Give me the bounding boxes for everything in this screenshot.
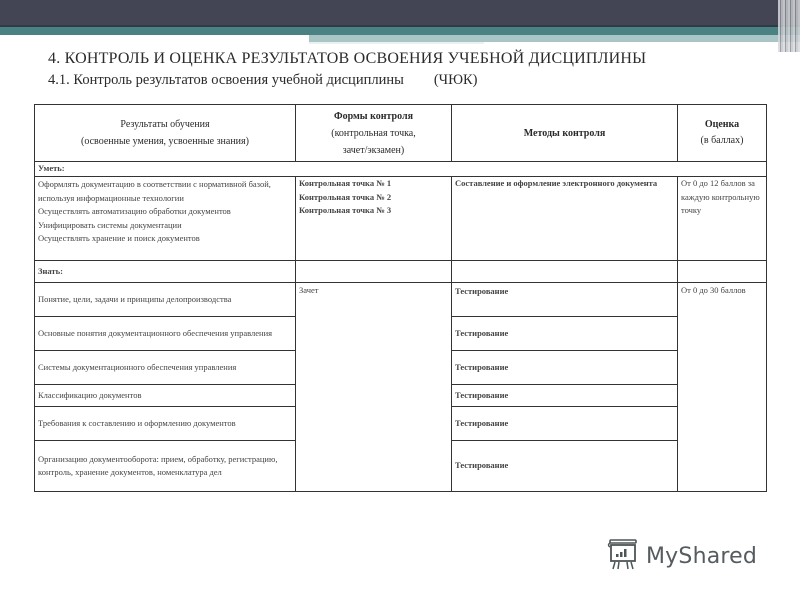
header-forms-title: Формы контроля [334, 110, 413, 122]
header-methods: Методы контроля [452, 105, 678, 162]
skill-item: Осуществлять хранение и поиск документов [38, 233, 200, 243]
slide-title: 4. КОНТРОЛЬ И ОЦЕНКА РЕЗУЛЬТАТОВ ОСВОЕНИЯ УЧЕБНОЙ ДИСЦИПЛИНЫ [48, 50, 647, 67]
slide-teal-light-band [309, 35, 800, 42]
presentation-board-icon [606, 537, 640, 576]
header-score-title: Оценка [704, 119, 740, 130]
knowledge-result: Основные понятия документационного обеспечения управления [35, 317, 296, 351]
header-results [35, 105, 296, 162]
knowledge-section-forms-empty [296, 261, 452, 283]
checkpoint-1: Контрольная точка № 1 [299, 178, 392, 188]
knowledge-section-row [35, 261, 767, 283]
control-table [34, 104, 767, 492]
skills-section-row [35, 162, 767, 177]
skills-score-cell: От 0 до 12 баллов за каждую контрольную точку [678, 177, 767, 261]
header-score [678, 105, 767, 162]
knowledge-result: Требования к составлению и оформлению документов [35, 407, 296, 441]
header-forms [296, 105, 452, 162]
skills-section-label: Уметь: [35, 162, 767, 177]
knowledge-method: Тестирование [452, 317, 678, 351]
knowledge-method: Тестирование [452, 385, 678, 407]
knowledge-row [35, 283, 767, 317]
subtitle-text: 4.1. Контроль результатов освоения учебной дисциплины [48, 72, 404, 88]
header-score-subtitle: (в баллах) [700, 135, 744, 146]
header-results-title: Результаты обучения [120, 119, 210, 130]
knowledge-result: Организацию документооборота: прием, обработку, регистрацию, контроль, хранение документов, номенклатура дел [35, 441, 296, 492]
skill-item: Осуществлять автоматизацию обработки документов [38, 206, 231, 216]
slide-teal-band [0, 27, 800, 35]
knowledge-section-score-empty [678, 261, 767, 283]
watermark-text: MyShared [646, 544, 758, 569]
slide-top-bar [0, 0, 800, 26]
knowledge-result: Системы документационного обеспечения управления [35, 351, 296, 385]
skill-item: Унифицировать системы документации [38, 219, 182, 230]
myshared-watermark [606, 537, 757, 576]
slide-edge-stripes [778, 0, 800, 52]
knowledge-method: Тестирование [452, 283, 678, 317]
table-header-row [35, 105, 767, 162]
knowledge-form-cell: Зачет [296, 283, 452, 492]
knowledge-method: Тестирование [452, 441, 678, 492]
header-results-subtitle: (освоенные умения, усвоенные знания) [81, 136, 249, 147]
checkpoint-3: Контрольная точка № 3 [299, 205, 392, 215]
knowledge-result: Понятие, цели, задачи и принципы делопроизводства [35, 283, 296, 317]
header-forms-line2: (контрольная точка, [331, 127, 416, 139]
knowledge-section-label: Знать: [35, 261, 296, 283]
knowledge-section-method-empty [452, 261, 678, 283]
knowledge-result: Классификацию документов [35, 385, 296, 407]
header-forms-line3: зачет/экзамен) [342, 144, 405, 156]
knowledge-score-cell: От 0 до 30 баллов [678, 283, 767, 492]
skills-results-cell [35, 177, 296, 261]
slide-highlight-strip [309, 42, 484, 44]
slide-subtitle [48, 72, 478, 89]
skills-row [35, 177, 767, 261]
subtitle-tag: (ЧЮК) [433, 72, 478, 88]
skills-method-cell: Составление и оформление электронного документа [452, 177, 678, 261]
skill-item: Оформлять документацию в соответствии с нормативной базой, используя информационные технологии [38, 179, 271, 203]
skills-forms-cell [296, 177, 452, 261]
checkpoint-2: Контрольная точка № 2 [299, 191, 392, 202]
knowledge-method: Тестирование [452, 407, 678, 441]
knowledge-method: Тестирование [452, 351, 678, 385]
